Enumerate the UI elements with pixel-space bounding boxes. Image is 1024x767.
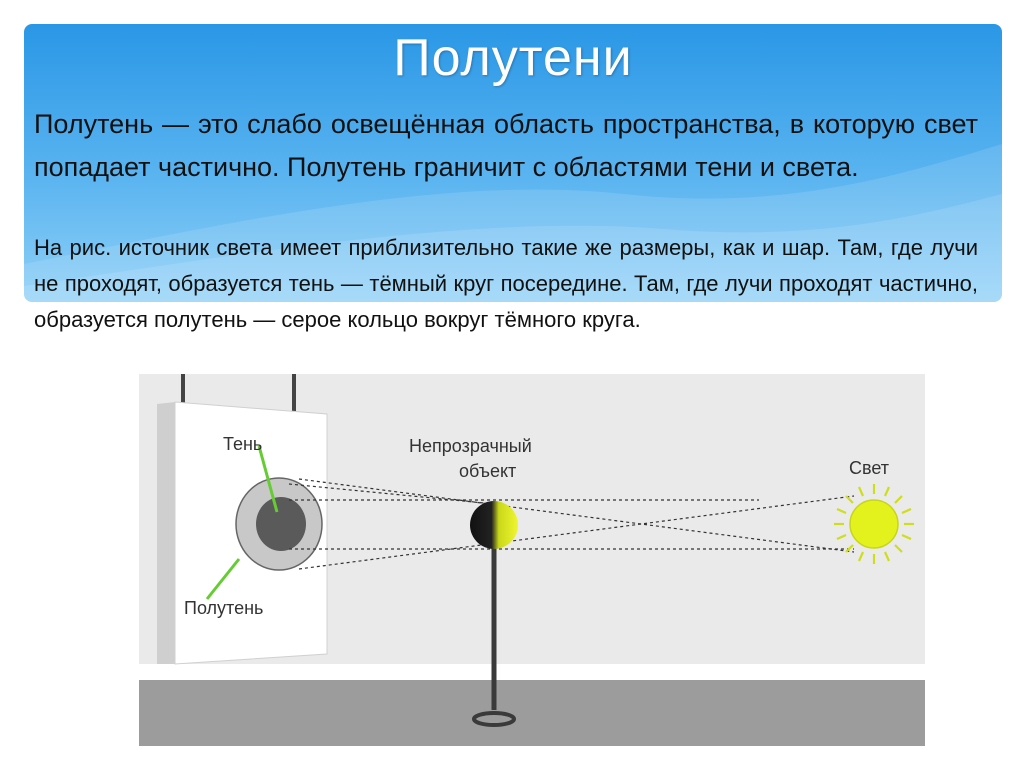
- definition-paragraph: Полутень — это слабо освещённая область пространства, в которую свет попадает частично. Полутень граничит с областями тени и света.: [34, 109, 978, 182]
- slide-title: Полутени: [393, 29, 633, 87]
- floor: [139, 680, 925, 746]
- gap-strip: [139, 664, 925, 680]
- shadow-circle: [256, 497, 306, 551]
- explanation-paragraph: На рис. источник света имеет приблизительно такие же размеры, как и шар. Там, где лучи не проходят, образуется тень — тёмный круг посередине. Там, где лучи проходят частично, образуется полутень — серое кольцо вокруг тёмного круга.: [34, 235, 978, 332]
- penumbra-illustration: [139, 374, 925, 746]
- opaque-ball: [470, 501, 518, 549]
- label-object-line2: объект: [459, 461, 517, 481]
- label-object-line1: Непрозрачный: [409, 436, 532, 456]
- screen-side: [157, 402, 175, 664]
- label-penumbra: Полутень: [184, 598, 264, 618]
- label-shadow: Тень: [223, 434, 263, 454]
- label-light: Свет: [849, 458, 890, 478]
